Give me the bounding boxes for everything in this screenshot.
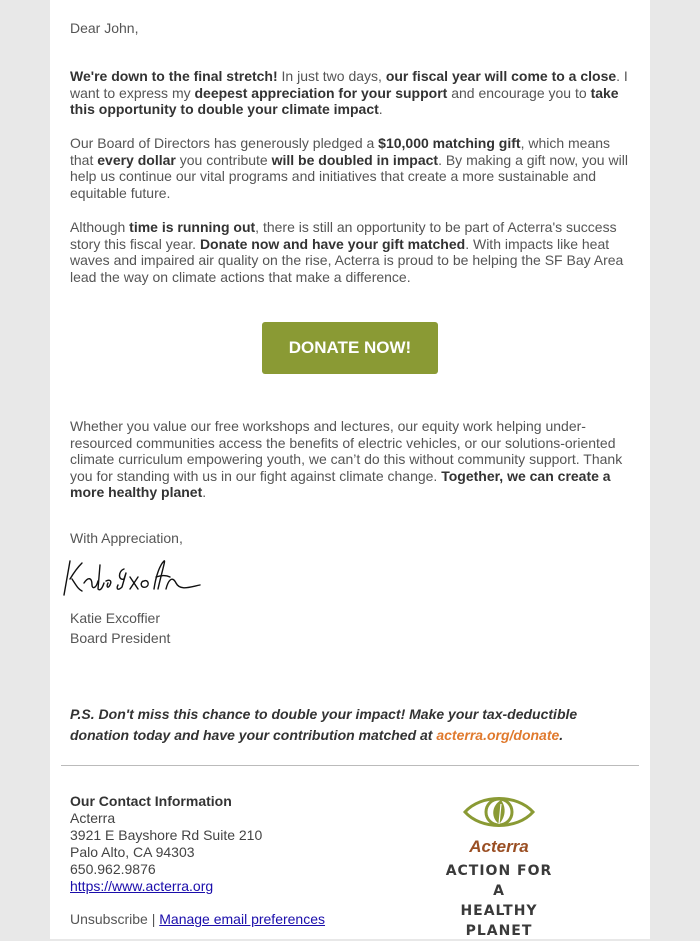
emphasis-text: Together, we can create a more healthy planet — [70, 467, 611, 500]
signer-name: Katie Excoffier — [70, 610, 161, 626]
logo-tagline — [443, 861, 555, 941]
emphasis-text: deepest appreciation for your support — [194, 84, 448, 101]
text-run: Whether you value our free workshops and lectures, our equity work helping under-resourced communities access the benefits of electric vehicles, or our solutions-oriented climate curriculum empowering youth, we can’t do this without community support. Thank you for standing with us in our fight against climate change. — [70, 418, 623, 484]
emphasis-text: We're down to the final stretch! — [70, 68, 278, 84]
postscript-end: . — [559, 727, 564, 743]
logo-tagline-line1: ACTION FOR A — [445, 863, 553, 899]
email-body — [50, 0, 650, 939]
acterra-logo — [443, 790, 555, 941]
text-run: . I want to express my — [70, 68, 628, 101]
text-run: you contribute — [175, 151, 272, 168]
donate-link[interactable]: acterra.org/donate — [436, 727, 560, 743]
emphasis-text: $10,000 matching gift — [378, 135, 521, 151]
text-run: Although — [70, 219, 130, 235]
logo-name: Acterra — [469, 837, 529, 856]
contact-heading: Our Contact Information — [70, 793, 232, 809]
text-run: . — [378, 101, 383, 117]
text-run: . By making a gift now, you will help us continue our vital programs and initiatives that create a more sustainable and equitable future. — [70, 151, 628, 201]
text-run: and encourage you to — [447, 84, 591, 101]
contact-phone: 650.962.9876 — [70, 861, 156, 877]
text-run: . With impacts like heat waves and impaired air quality on the rise, Acterra is proud to be helping the SF Bay Area lead the way on climate actions that make a difference. — [70, 235, 624, 285]
paragraph-time-running-out — [70, 219, 630, 285]
signature-image — [58, 555, 218, 604]
unsubscribe-text: Unsubscribe — [70, 911, 148, 927]
footer-links — [70, 911, 325, 927]
emphasis-text: time is running out — [129, 219, 256, 235]
signer-title: Board President — [70, 630, 171, 646]
website-link[interactable]: https://www.acterra.org — [70, 878, 214, 894]
emphasis-text: take this opportunity to double your climate impact — [70, 84, 619, 117]
logo-tagline-line2: HEALTHY PLANET — [460, 903, 538, 939]
footer-separator: | — [147, 911, 160, 927]
postscript — [70, 704, 630, 746]
text-run: Our Board of Directors has generously pledged a — [70, 135, 379, 151]
contact-info — [70, 793, 262, 895]
postscript-text: P.S. Don't miss this chance to double your impact! Make your tax-deductible donation today and have your contribution matched at — [70, 706, 578, 743]
contact-address-line1: 3921 E Bayshore Rd Suite 210 — [70, 827, 263, 843]
divider — [61, 765, 639, 766]
text-run: , which means that — [70, 135, 611, 168]
emphasis-text: every dollar — [97, 151, 176, 168]
manage-preferences-link[interactable]: Manage email preferences — [159, 911, 326, 927]
paragraph-matching-gift — [70, 135, 630, 201]
text-run: . — [202, 484, 207, 500]
paragraph-community-support — [70, 418, 630, 501]
text-run: In just two days, — [277, 68, 386, 84]
signer-block — [70, 608, 630, 648]
greeting: Dear John, — [70, 20, 139, 36]
closing: With Appreciation, — [70, 530, 183, 546]
emphasis-text: Donate now and have your gift matched — [199, 235, 466, 252]
contact-org: Acterra — [70, 810, 116, 826]
donate-button-wrapper — [50, 322, 650, 374]
emphasis-text: will be doubled in impact — [271, 151, 439, 168]
paragraph-intro — [70, 68, 630, 118]
eye-leaf-icon — [461, 790, 537, 834]
contact-address-line2: Palo Alto, CA 94303 — [70, 844, 195, 860]
donate-now-button[interactable]: DONATE NOW! — [262, 322, 438, 374]
emphasis-text: our fiscal year will come to a close — [385, 68, 617, 84]
text-run: , there is still an opportunity to be part of Acterra's success story this fiscal year. — [70, 219, 617, 252]
